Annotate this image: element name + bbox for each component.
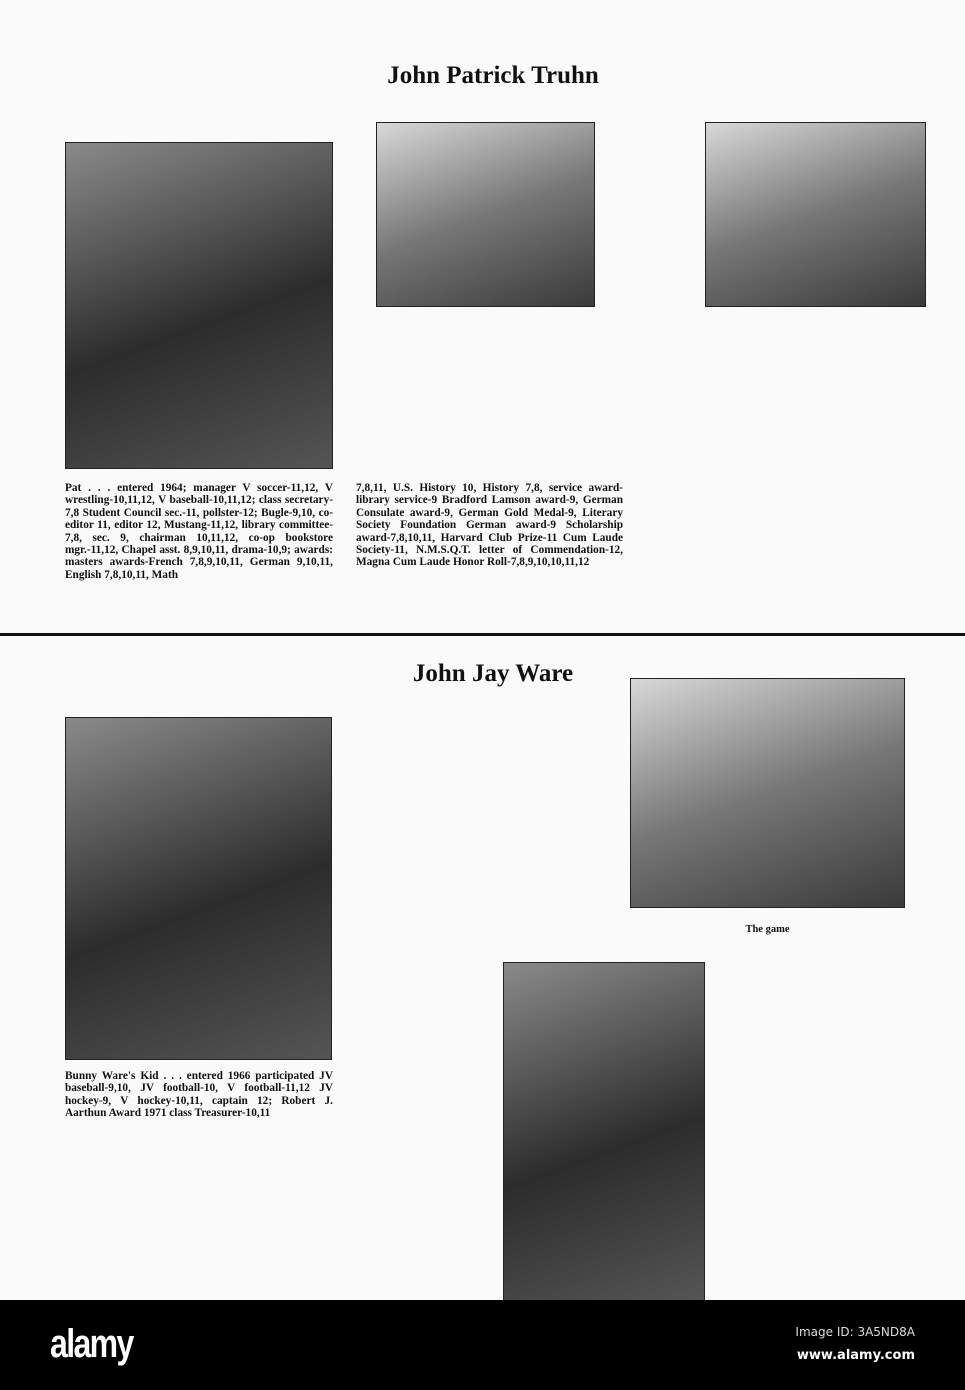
student-name-heading: John Jay Ware: [412, 660, 574, 687]
bio-text: Bunny Ware's Kid . . . entered 1966 participated JV baseball-9,10, JV football-10, V football-11,12 JV hockey-9, V hockey-10,11, captain 12; Robert J. Aarthun Award 1971 class Treasurer-10,11: [65, 1070, 333, 1120]
image-id: Image ID: 3A5ND8A: [795, 1325, 915, 1339]
section-divider: [0, 633, 965, 636]
portrait-photo-truhn: [65, 142, 333, 469]
site-url: www.alamy.com: [796, 1348, 915, 1363]
bio-text-column-2: 7,8,11, U.S. History 10, History 7,8, service award-library service-9 Bradford Lamson award-9, German Consulate award-9, German Gold Medal-9, Literary Society Foundation German award-9 Scholarship award-7,8,10,11, Harvard Club Prize-11 Cum Laude Society-11, N.M.S.Q.T. letter of Commendation-12, Magna Cum Laude Honor Roll-7,8,9,10,10,11,12: [356, 482, 623, 569]
candid-photo-library: [376, 122, 595, 307]
candid-photo-group: [503, 962, 705, 1302]
photo-caption: The game: [745, 924, 790, 935]
football-helmet-photo: [630, 678, 905, 908]
portrait-photo-ware: [65, 717, 332, 1060]
candid-photo-typewriter: [705, 122, 926, 307]
alamy-logo: alamy: [50, 1322, 133, 1366]
bio-text-column-1: Pat . . . entered 1964; manager V soccer-11,12, V wrestling-10,11,12, V baseball-10,11,12; class secretary-7,8 Student Council sec.-11, pollster-12; Bugle-9,10, co-editor 11, editor 12, Mustang-11,12, library committee-7,8, sec. 9, chairman 10,11,12, co-op bookstore mgr.-11,12, Chapel asst. 8,9,10,11, drama-10,9; awards: masters awards-French 7,8,9,10,11, German 9,10,11, English 7,8,10,11, Math: [65, 482, 333, 581]
student-name-heading: John Patrick Truhn: [387, 62, 599, 89]
watermark-footer: [0, 1300, 965, 1390]
